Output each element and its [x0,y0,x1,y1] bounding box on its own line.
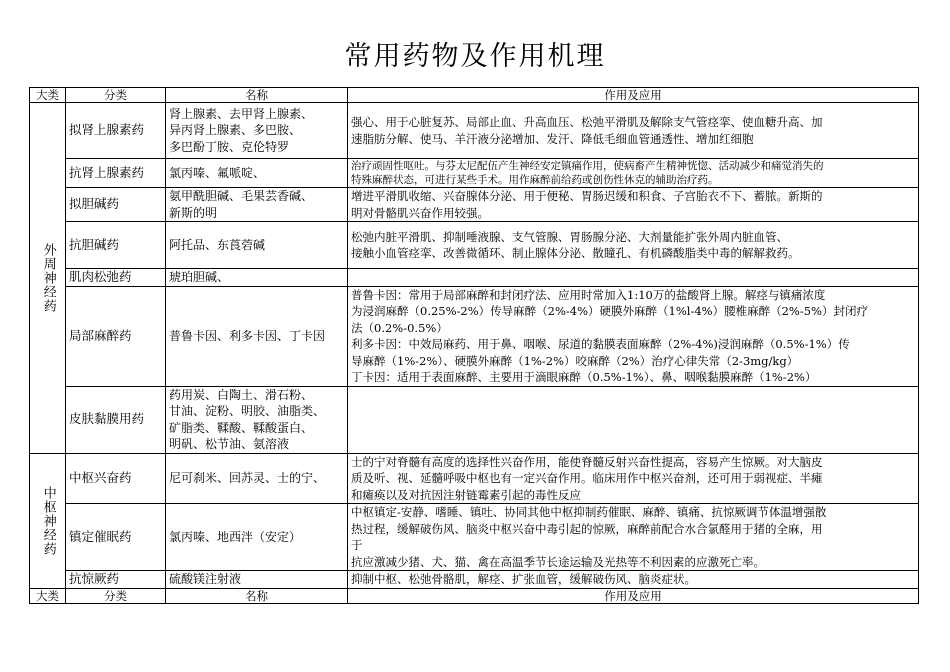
category-cell [30,103,66,454]
text-line: 接触小血管痉挛、改善微循环、制止腺体分泌、散瞳孔、有机磷酸脂类中毒的解解救药。 [351,246,800,260]
col-subcategory-header: 分类 [66,588,166,603]
text-line: 新斯的明 [169,205,218,220]
text-line: 和瘫痪以及对抗因注射链霉素引起的毒性反应 [351,487,581,502]
table-row [30,269,919,287]
table-row [30,159,919,188]
names-cell [166,571,348,589]
names-cell [166,103,348,159]
text-line: 肾上腺素、去甲肾上腺素、 [169,106,314,121]
text-line: 硫酸镁注射液 [169,572,242,586]
text-line: 速脂肪分解、使马、羊汗液分泌增加、发汗、降低毛细血管通透性、增加红细胞 [351,131,754,146]
text-line: 治疗顽固性呕吐。与芬太尼配伍产生神经安定镇痛作用，使病畜产生精神恍惚、活动减少和痛觉消失的 [351,160,824,172]
text-line: 明对骨骼肌兴奋作用较强。 [351,205,489,220]
text-line: 明矾、松节油、氨溶液 [169,437,290,451]
uses-cell [348,286,919,386]
subcategory-cell: 中枢兴奋药 [66,453,166,504]
text-line: 普鲁卡因：常用于局部麻醉和封闭疗法、应用时常加入1:10万的盐酸肾上腺。解痉与镇痛浓度 [351,287,826,302]
uses-cell [348,504,919,571]
category-label: 中枢神经药 [40,485,56,556]
table-row [30,386,919,453]
names-cell [166,222,348,269]
uses-cell [348,386,919,453]
table-row [30,504,919,571]
uses-cell [348,188,919,222]
col-subcategory-header: 分类 [66,88,166,103]
table-row [30,453,919,504]
text-line: 矿脂类、鞣酸、鞣酸蛋白、 [169,420,314,435]
text-line: 普鲁卡因、利多卡因、丁卡因 [169,328,326,343]
uses-cell [348,571,919,589]
col-names-header: 名称 [166,88,348,103]
text-line: 强心、用于心脏复苏、局部止血、升高血压、松弛平滑肌及解除支气管痉挛、使血糖升高、加 [351,115,823,129]
text-line: 氯丙嗪、地西泮（安定） [169,529,302,544]
text-line: 导麻醉（1%-2%）、硬膜外麻醉（1%-2%）咬麻醉（2%）治疗心律失常（2-3mg/kg） [351,353,799,368]
text-line: 为浸润麻醉（0.25%-2%）传导麻醉（2%-4%）硬膜外麻醉（1%l-4%）腰椎麻醉（2%-5%）封闭疗 [351,304,868,318]
text-line: 抑制中枢、松弛骨骼肌，解痉、扩张血管，缓解破伤风、脑炎症状。 [351,572,696,586]
subcategory-cell: 抗胆碱药 [66,222,166,269]
text-line: 增进平滑肌收缩、兴奋腺体分泌、用于便秘、胃肠迟缓和积食、子宫胎衣不下、蓄脓。新斯的 [351,189,823,203]
col-category-header: 大类 [30,588,66,603]
text-line: 琥珀胆碱、 [169,270,230,284]
subcategory-cell: 抗惊厥药 [66,571,166,589]
text-line: 甘油、淀粉、明胶、油脂类、 [169,404,326,418]
names-cell [166,386,348,453]
table-row [30,571,919,589]
text-line: 于 [351,538,363,552]
uses-cell [348,159,919,188]
table-row [30,188,919,222]
table-row [30,286,919,386]
text-line: 氨甲酰胆碱、毛果芸香碱、 [169,189,314,203]
text-line: 阿托品、东莨菪碱 [169,237,266,252]
names-cell [166,453,348,504]
text-line: 士的宁对脊髓有高度的选择性兴奋作用，能使脊髓反射兴奋性提高，容易产生惊厥。对大脑皮 [351,454,823,469]
subcategory-cell: 肌肉松弛药 [66,269,166,287]
header-row [30,88,919,103]
text-line: 利多卡因：中效局麻药、用于鼻、咽喉、尿道的黏膜表面麻醉（2%-4%)浸润麻醉（0.5%-1%）传 [351,337,850,351]
col-category-header: 大类 [30,88,66,103]
subcategory-cell: 镇定催眠药 [66,504,166,571]
names-cell [166,159,348,188]
text-line: 法（0.2%-0.5%） [351,320,448,335]
drug-table [29,87,919,604]
names-cell [166,269,348,287]
page-title: 常用药物及作用机理 [344,41,606,72]
text-line: 异丙肾上腺素、多巴胺、 [169,123,302,138]
uses-cell [348,103,919,159]
subcategory-cell: 局部麻醉药 [66,286,166,386]
table-row [30,103,919,159]
text-line: 松弛内脏平滑肌、抑制唾液腺、支气管腺、胃肠腺分泌、大剂量能扩张外周内脏血管、 [351,229,788,244]
category-label: 外周神经药 [40,242,56,313]
text-line: 多巴酚丁胺、克伦特罗 [169,139,290,154]
uses-cell [348,269,919,287]
text-line: 尼可刹米、回苏灵、士的宁、 [169,471,326,485]
footer-row [30,588,919,603]
text-line: 质及听、视、延髓呼吸中枢也有一定兴奋作用。临床用作中枢兴奋剂，还可用于弱视症、半瘫 [351,471,823,485]
col-uses-header: 作用及应用 [348,88,919,103]
col-names-header: 名称 [166,588,348,603]
names-cell [166,286,348,386]
subcategory-cell: 拟肾上腺素药 [66,103,166,159]
text-line: 氯丙嗪、氟哌啶、 [169,165,266,180]
subcategory-cell: 抗肾上腺素药 [66,159,166,188]
text-line: 中枢镇定-安静、嗜睡、镇吐、协同其他中枢抑制药催眠、麻醉、镇痛、抗惊厥调节体温增强散 [351,505,827,519]
uses-cell [348,222,919,269]
table-row [30,222,919,269]
text-line: 抗应激减少猪、犬、猫、禽在高温季节长途运输及光热等不利因素的应激死亡率。 [351,554,765,569]
names-cell [166,504,348,571]
text-line: 热过程，缓解破伤风、脑炎中枢兴奋中毒引起的惊厥，麻醉前配合水合氯醛用于猪的全麻，用 [351,521,823,536]
uses-cell [348,453,919,504]
text-line: 特殊麻醉状态，可进行某些手术。用作麻醉前给药或创伤性休克的辅助治疗药。 [351,174,719,186]
subcategory-cell: 拟胆碱药 [66,188,166,222]
text-line: 丁卡因：适用于表面麻醉、主要用于滴眼麻醉（0.5%-1%）、鼻、咽喉黏膜麻醉（1%-2%） [351,370,817,384]
category-cell [30,453,66,588]
subcategory-cell: 皮肤黏膜用药 [66,386,166,453]
col-uses-header: 作用及应用 [348,588,919,603]
names-cell [166,188,348,222]
text-line: 药用炭、白陶土、滑石粉、 [169,387,314,402]
